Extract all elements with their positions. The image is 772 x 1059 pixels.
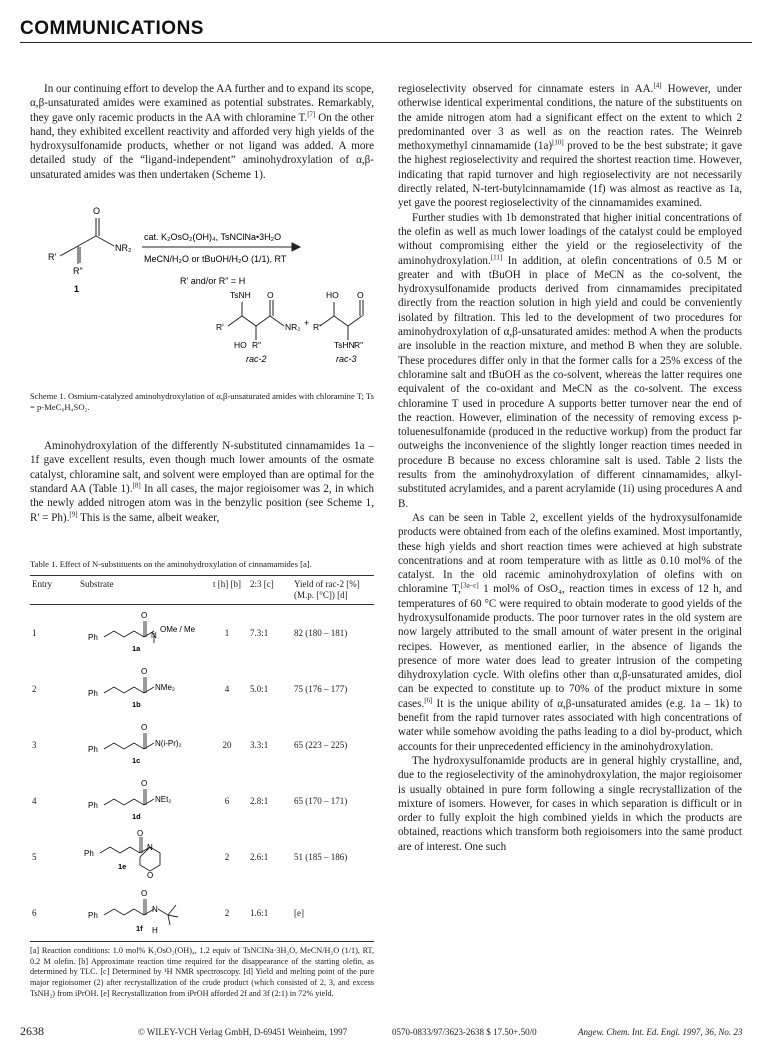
publisher-line: © WILEY-VCH Verlag GmbH, D-69451 Weinheim, 1997 [138,1027,348,1037]
svg-text:N: N [147,842,153,852]
table-row: 5 Ph O N O 1e 2 2.6:1 51 (185 – 186) [30,829,374,885]
right-paragraph-3: As can be seen in Table 2, excellent yields of the hydroxysulfonamide products were obtained from each of the olefins examined. Most importantly, these high yields and short reaction times were achieved at high substrate concentrations and at room temperature with as little as 0.10 mol% of the catalyst. In the old racemic aminohydroxylation of olefins with on chloramine T,[3a–c] 1 mol% of OsO₄, reaction times in excess of 12 h, and temperatures of 60 °C were required to obtain moderate to good yields of the hydroxysulfonamide products. The poor turnover rates in the old system are now largely attributed to the small amount of water present in the original recipes. However, as mentioned earlier, in the absence of ligands the presence of more water does lead to greater intrusion of the competing dihydroxylation cycle. With olefins other than α,β-unsaturated amides, diol can be expected to constitute up to 70% of the product mixture in some cases.[6] It is the unique ability of α,β-unsaturated amides (e.g. 1a – 1k) to benefit from the rapid turnover rates associated with high concentrations of water while somehow avoiding the paths leading to a diol by-product, which accounts for their unprecedented efficiency in the aminohydroxylation. [398,511,742,753]
substrate-structure [78,773,206,829]
svg-text:O: O [141,722,148,732]
table-header-ratio: 2:3 [c] [248,575,292,604]
svg-text:1f: 1f [136,923,143,933]
article-code: 0570-0833/97/3623-2638 $ 17.50+.50/0 [392,1027,537,1037]
right-paragraph-4: The hydroxysulfonamide products are in general highly crystalline, and, due to the regioselectivity of the aminohydroxylation, the major regioisomer is usually obtained in pure form following a single recrystallization of the mixture of isomers. However, for cases in which separation is difficult or in order to fully exploit the high combined yields in which the products are obtained, reactions which transform both regioisomers into the same product are of interest. One such [398,754,742,853]
product-2-oxygen: O [267,290,274,301]
right-paragraph-1: regioselectivity observed for cinnamate esters in AA.[4] However, under otherwise identical experimental conditions, the nature of the substituents on the amide nitrogen atom had a significant effect on the extent to which 2 predominanted over 3 as well as on the reaction rates. The Weinreb methoxymethyl cinnamamide (1a)[10] proved to be the best substrate; it gave the highest regioselectivity and required the shortest reaction time. However, indicating that rapid turnover and high regioselectivity are not necessarily directly related, N-tert-butylcinnamamide (1f) was almost as reactive as 1a, yet gave the poorest regioselectivity of the cinnamamides examined. [398,81,742,210]
table-header-substrate: Substrate [78,575,206,604]
product-2-r2: R" [252,340,262,351]
right-paragraph-2: Further studies with 1b demonstrated that higher initial concentrations of the olefin as well as much lower loadings of the catalyst could be employed without compromising either the yield or the regioselectivity of the aminohydroxylation.[11] In addition, at olefin concentrations of 0.5 M or greater and with tBuOH in place of MeCN as the co-solvent, the hydroxysulfonamide products derived from cinnamamides precipitated directly from the reaction solution in high yield and could be conveniently isolated by filtration. This led to the development of two procedures for aminohydroxylation of α,β-unsaturated amides: method A when the products are insoluble in the reaction mixture, and method B when they are soluble. These procedures differ only in that the former calls for a 25% excess of the chloramine salt and tBuOH as the co-solvent, whereas the latter requires one equivalent of the co-oxidant and MeCN as the co-solvent. The excess chloramine T used in procedure A supports better turnover near the end of the reaction. However, elimination of the necessity of removing excess p-toluenesulfonamide (produced in the reductive workup) from the product far outweighs the inconvenience of the slightly longer reaction times needed in procedure B because no excess chloramine salt is used. Table 2 lists the results from the aminohydroxylation of different cinnamamides, alkyl-substituted acrylamides, and a parent acrylamide (1i) using procedures A and B. [398,211,742,510]
substrate-structure [78,661,206,717]
scheme-oxygen-label: O [93,206,101,217]
svg-text:O: O [141,666,148,676]
svg-text:N(i-Pr)₂: N(i-Pr)₂ [155,738,182,748]
table-header-entry: Entry [30,575,78,604]
product-2-tsnh: TsNH [230,290,251,301]
scheme-r1-label: R' [48,252,57,263]
table-row: 6 Ph O N H 1f 2 1.6:1 [e] [30,885,374,942]
scheme-1-drawing [30,200,374,385]
svg-text:H: H [152,925,158,935]
left-paragraph-1: In our continuing effort to develop the AA further and to expand its scope, α,β-unsaturated amides were examined as potential substrates. Remarkably, they gave only racemic products in the AA with chloramine T.[7] On the other hand, they exhibited excellent reactivity and afforded very high yields of the hydroxysulfonamide products, whether or not ligand was added. A more detailed study of the “ligand-independent” aminohydroxylation of α,β-unsaturated amides was then undertaken (Scheme 1). [30,83,374,181]
reagent-top: cat. K₂OsO₂(OH)₄, TsNClNa•3H₂O [144,232,282,243]
compound-1-label: 1 [74,284,80,295]
product-2-ho: HO [234,340,247,351]
table-footnote: [a] Reaction conditions: 1.0 mol% K₂OsO₂(OH)₄, 1.2 equiv of TsNClNa·3H₂O, MeCN/H₂O (1/1), RT, 0.2 M olefin. [b] Approximate reaction time required for the disappearance of the starting olefin, as determined by TLC. [c] Determined by ¹H NMR spectroscopy. [d] Yield and melting point of the pure major regioisomer (2) after recrystallization of the crude product (which consisted of 2, 3, and excess TsNH₂) from iPrOH. [e] Recrystallization from iPrOH afforded 2f and 3f (2:1) in 72% yield. [30,945,374,999]
svg-text:1d: 1d [132,811,141,821]
scheme-plus: + [304,318,310,329]
section-title: COMMUNICATIONS [20,18,204,39]
product-3-oxygen: O [357,290,364,301]
table-header-yield: Yield of rac-2 [%] (M.p. [°C]) [d] [292,575,374,604]
svg-text:1c: 1c [132,755,141,765]
svg-text:1a: 1a [132,643,141,653]
svg-text:NMe₂: NMe₂ [155,682,175,692]
svg-text:O: O [141,778,148,788]
table-caption: Table 1. Effect of N-substituents on the aminohydroxylation of cinnamamides [a]. [30,558,312,569]
svg-text:1b: 1b [132,699,141,709]
rac-3-label: rac-3 [336,354,357,365]
table-row: 2 Ph O NMe₂ 1b 4 5.0:1 75 (176 – 177) [30,661,374,717]
left-paragraph-2: Aminohydroxylation of the differently N-substituted cinnamamides 1a – 1f gave excellent results, even though much lower amounts of the osmate catalyst, chloramine salt, and solvent were employed than are optimal for the standard AA (Table 1).[8] In all cases, the major regioisomer was 2, in which the newly added nitrogen atom was in the benzylic position (see Scheme 1, R' = Ph).[9] This is the same, albeit weaker, [30,440,374,524]
product-3-ho: HO [326,290,339,301]
svg-text:N: N [152,904,158,914]
scheme-caption: Scheme 1. Osmium-catalyzed aminohydroxylation of α,β-unsaturated amides with chloramine T; Ts = p-MeC₆H₄SO₂. [30,391,374,413]
rac-2-label: rac-2 [246,354,267,365]
svg-text:O: O [147,870,154,880]
svg-text:N: N [151,630,157,640]
svg-text:Ph: Ph [88,744,98,754]
results-table [30,575,374,942]
svg-text:Ph: Ph [88,800,98,810]
svg-text:1e: 1e [118,861,127,871]
svg-text:O: O [137,828,144,838]
svg-text:Ph: Ph [88,688,98,698]
page-number: 2638 [20,1024,44,1038]
product-3-r2: R" [354,340,364,351]
page-footer [20,1024,752,1044]
table-row: 1 Ph O N OMe / Me 1a 1 7.3:1 82 (180 – 181) [30,604,374,661]
substrate-structure [78,604,206,661]
substrate-structure [78,829,206,885]
svg-text:NEt₂: NEt₂ [155,794,172,804]
product-3-tshn: TsHN [334,340,355,351]
substrate-structure [78,885,206,942]
reagent-bottom: MeCN/H₂O or tBuOH/H₂O (1/1), RT [144,254,287,265]
left-column [30,82,374,1000]
svg-text:O: O [141,888,148,898]
product-2-nr2: NR₂ [285,322,301,333]
product-2-r1: R' [216,322,224,333]
journal-citation: Angew. Chem. Int. Ed. Engl. 1997, 36, No. 23 [578,1027,743,1037]
svg-text:Ph: Ph [88,910,98,920]
right-column [398,82,742,854]
substrate-structure [78,717,206,773]
svg-text:OMe / Me: OMe / Me [160,624,196,634]
table-header-time: t [h] [b] [206,575,248,604]
svg-text:Ph: Ph [84,848,94,858]
table-row: 4 Ph O NEt₂ 1d 6 2.8:1 65 (170 – 171) [30,773,374,829]
scheme-1 [30,200,374,385]
product-3-r1: R' [313,322,321,333]
svg-text:O: O [141,610,148,620]
svg-text:Ph: Ph [88,632,98,642]
table-row: 3 Ph O N(i-Pr)₂ 1c 20 3.3:1 65 (223 – 225) [30,717,374,773]
scheme-r2-label: R" [73,266,83,277]
page-header [20,16,752,43]
scheme-nr2-label: NR₂ [115,243,132,254]
scheme-condition: R' and/or R" = H [180,276,246,287]
